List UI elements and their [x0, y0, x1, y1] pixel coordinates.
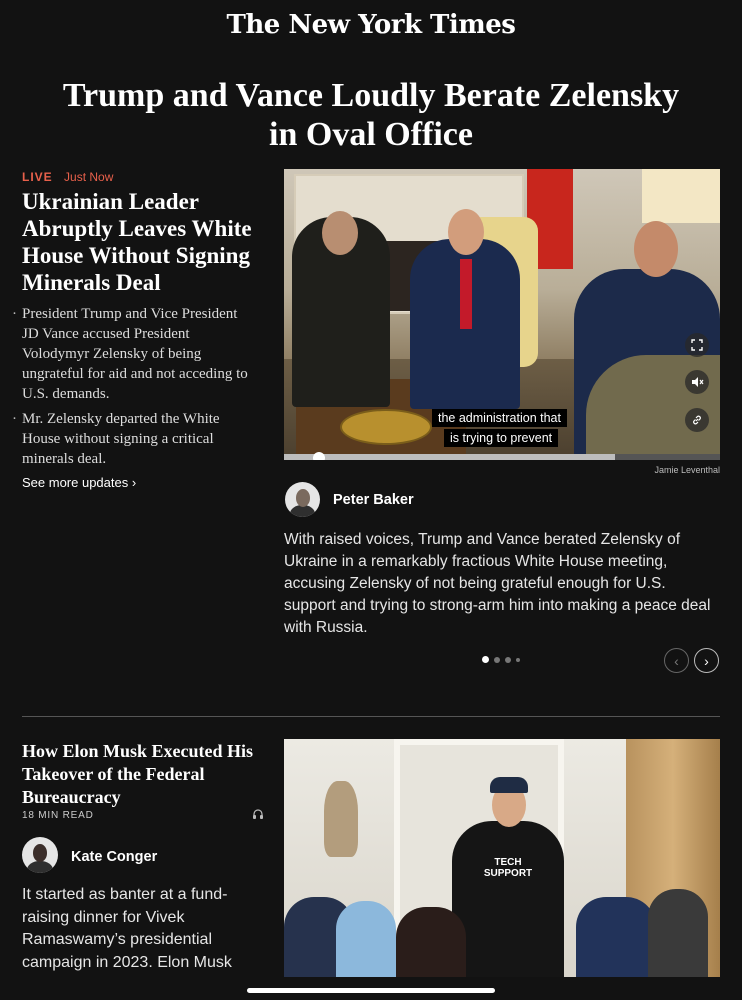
live-label: LIVE: [22, 170, 53, 184]
carousel-dot[interactable]: [482, 656, 489, 663]
video-person-center-head: [448, 209, 484, 255]
link-icon[interactable]: [685, 408, 709, 432]
carousel-dot[interactable]: [505, 657, 511, 663]
photo-person: [576, 897, 656, 977]
photo-person: [336, 901, 396, 977]
see-more-updates-link[interactable]: See more updates ›: [22, 475, 137, 490]
home-indicator[interactable]: [247, 988, 495, 993]
author-name[interactable]: Peter Baker: [333, 492, 414, 508]
carousel-dot[interactable]: [494, 657, 500, 663]
summary-bullets: [12, 304, 252, 474]
section-divider: [22, 716, 720, 717]
headphones-icon[interactable]: [252, 808, 264, 823]
bullet-item: · President Trump and Vice President JD Vance accused President Volodymyr Zelensky of being ungrateful for aid and not acceding to U.S. demands.: [12, 304, 252, 404]
author-avatar[interactable]: [22, 837, 58, 873]
story-photo[interactable]: [284, 739, 720, 977]
video-buffered: [284, 454, 615, 460]
carousel-dots: [482, 656, 520, 663]
video-seal: [340, 409, 432, 445]
read-time: 18 MIN READ: [22, 810, 94, 821]
analysis-summary[interactable]: With raised voices, Trump and Vance berated Zelensky of Ukraine in a remarkably fractious White House meeting, accusing Zelensky of not being grateful enough for U.S. support and trying to strong-arm him into making a peace deal with Russia.: [284, 531, 711, 636]
lead-headline[interactable]: Trump and Vance Loudly Berate Zelensky in Oval Office: [62, 77, 680, 153]
video-caption-line1: the administration that: [432, 409, 567, 427]
video-lamp: [642, 169, 720, 223]
video-credit: Jamie Leventhal: [654, 465, 720, 475]
photo-person: [648, 889, 708, 977]
live-sub-headline[interactable]: Ukrainian Leader Abruptly Leaves White House Without Signing Minerals Deal: [22, 189, 252, 295]
video-progress-bar[interactable]: [284, 454, 720, 460]
photo-person-standing: [452, 821, 564, 977]
photo-vase: [324, 781, 358, 857]
live-timestamp: Just Now: [64, 170, 114, 184]
mute-icon[interactable]: [685, 370, 709, 394]
live-indicator: [22, 170, 113, 184]
video-person-left-head: [322, 211, 358, 255]
bullet-item: · Mr. Zelensky departed the White House without signing a critical minerals deal.: [12, 409, 252, 469]
chevron-left-icon[interactable]: ‹: [664, 648, 689, 673]
video-person-right-head: [634, 221, 678, 277]
photo-person: [396, 907, 466, 977]
chevron-right-icon[interactable]: ›: [694, 648, 719, 673]
story-summary[interactable]: It started as banter at a fund-raising dinner for Vivek Ramaswamy’s presidential campaign in 2023. Elon Musk: [22, 886, 232, 971]
author-name[interactable]: Kate Conger: [71, 849, 158, 865]
video-caption-line2: is trying to prevent: [444, 429, 558, 447]
photo-shirt-text: TECH SUPPORT: [483, 857, 533, 879]
carousel-dot[interactable]: [516, 658, 520, 662]
video-scrubber-handle[interactable]: [313, 452, 325, 460]
video-person-center-tie: [460, 259, 472, 329]
photo-cap: [490, 777, 528, 793]
story-headline[interactable]: How Elon Musk Executed His Takeover of the Federal Bureaucracy: [22, 741, 254, 807]
lead-video-player[interactable]: [284, 169, 720, 460]
author-avatar[interactable]: [285, 482, 320, 517]
expand-icon[interactable]: [685, 333, 709, 357]
nyt-logo[interactable]: The New York Times: [226, 10, 516, 40]
